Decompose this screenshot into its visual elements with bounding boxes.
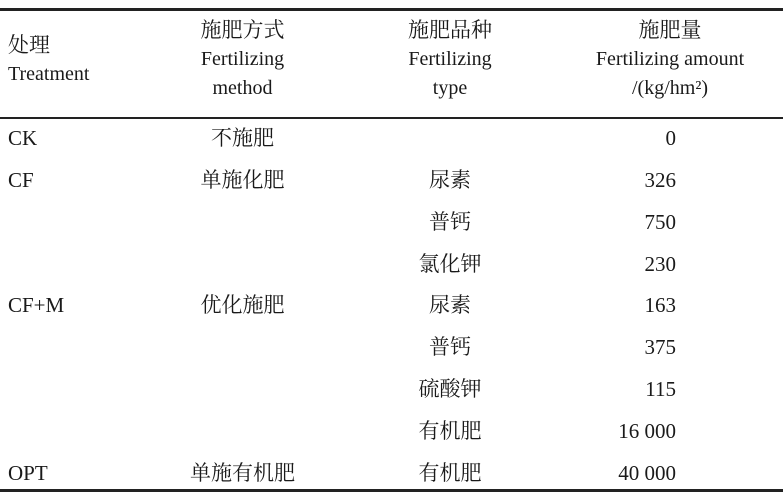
cell-type: 尿素 <box>429 168 471 192</box>
cell-amount: 40 000 <box>618 461 676 485</box>
header-type-zh: 施肥品种 <box>408 18 492 42</box>
header-type-en-2: type <box>432 77 468 99</box>
cell-amount: 375 <box>644 335 676 359</box>
cell-amount: 230 <box>644 252 676 276</box>
header-type <box>380 15 520 103</box>
cell-amount: 16 000 <box>618 419 676 443</box>
header-method <box>160 15 325 103</box>
cell-method: 优化施肥 <box>200 293 285 317</box>
cell-amount: 163 <box>644 293 676 317</box>
header-treatment-en: Treatment <box>8 63 90 85</box>
header-amount-unit: /(kg/hm²) <box>632 77 708 99</box>
header-treatment <box>8 30 89 89</box>
cell-type: 尿素 <box>429 293 471 317</box>
header-amount-en: Fertilizing amount <box>595 48 745 70</box>
table-bottom-rule <box>0 489 783 492</box>
cell-type: 有机肥 <box>418 461 482 485</box>
cell-type: 氯化钾 <box>418 252 482 276</box>
header-type-en-1: Fertilizing <box>408 48 492 70</box>
table-header-rule <box>0 117 783 119</box>
cell-treatment: CF+M <box>8 293 65 317</box>
header-method-en-1: Fertilizing <box>200 48 285 70</box>
header-method-en-2: method <box>212 77 273 99</box>
cell-method: 单施有机肥 <box>190 461 295 485</box>
cell-treatment: CK <box>8 126 38 150</box>
cell-type: 有机肥 <box>418 419 482 443</box>
header-amount-zh: 施肥量 <box>638 18 702 42</box>
cell-amount: 115 <box>645 377 676 401</box>
table-top-rule <box>0 8 783 11</box>
header-method-zh: 施肥方式 <box>200 18 285 42</box>
cell-type: 普钙 <box>429 210 471 234</box>
header-amount <box>560 15 780 103</box>
cell-method: 单施化肥 <box>200 168 285 192</box>
cell-method: 不施肥 <box>211 126 274 150</box>
header-treatment-zh: 处理 <box>8 33 50 57</box>
cell-amount: 326 <box>644 168 676 192</box>
cell-treatment: CF <box>8 168 34 192</box>
cell-type: 硫酸钾 <box>418 377 482 401</box>
cell-amount: 750 <box>644 210 676 234</box>
cell-amount: 0 <box>665 126 676 150</box>
cell-type: 普钙 <box>429 335 471 359</box>
cell-treatment: OPT <box>8 461 48 485</box>
